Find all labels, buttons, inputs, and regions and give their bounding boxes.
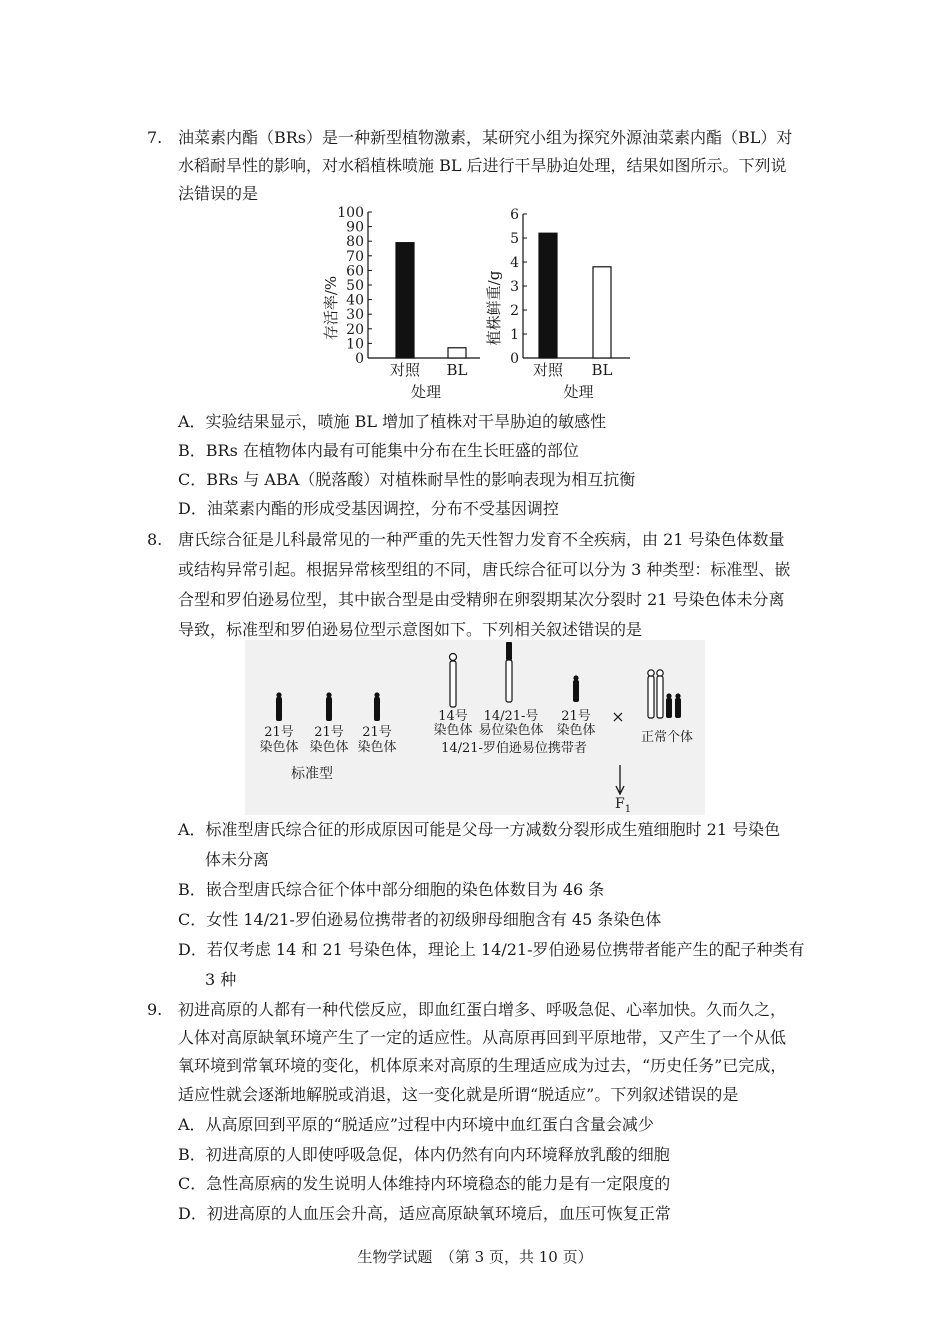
- q7-option-b: B．BRs 在植物体内最有可能集中分布在生长旺盛的部位: [178, 441, 579, 460]
- y-axis-label: 植株鲜重/g: [485, 270, 503, 346]
- chromosome-label-line1: 21号: [264, 725, 294, 740]
- fresh-weight-chart: [475, 200, 650, 405]
- q9-stem-line: 人体对高原缺氧环境产生了一定的适应性。从高原再回到平原地带，又产生了一个从低: [178, 1028, 787, 1047]
- x-category-label: 对照: [532, 361, 564, 379]
- y-tick-label: 30: [346, 307, 364, 324]
- q8-stem-line: 或结构异常引起。根据异常核型组的不同，唐氏综合征可以分为 3 种类型：标准型、嵌: [178, 560, 791, 579]
- q9-option-c: C．急性高原病的发生说明人体维持内环境稳态的能力是有一定限度的: [178, 1174, 671, 1193]
- q9-stem-line: 氧环境到常氧环境的变化，机体原来对高原的生理适应成为过去，“历史任务”已完成，: [178, 1056, 787, 1075]
- y-tick-label: 80: [346, 234, 364, 251]
- q9-option-d: D．初进高原的人血压会升高，适应高原缺氧环境后，血压可恢复正常: [178, 1204, 671, 1223]
- q9-number: 9.: [147, 1000, 163, 1019]
- y-tick-label: 5: [510, 231, 519, 247]
- y-tick-label: 50: [346, 278, 364, 294]
- q7-number: 7.: [147, 128, 163, 147]
- bar-bl: [593, 267, 611, 358]
- chromosome-label-line1: 21号: [314, 725, 344, 740]
- page-footer: 生物学试题 （第 3 页，共 10 页）: [357, 1248, 593, 1266]
- chromosome-21: [573, 675, 579, 702]
- y-tick-label: 1: [510, 327, 519, 343]
- q9-stem-line: 适应性就会逐渐地解脱或消退，这一变化就是所谓“脱适应”。下列叙述错误的是: [178, 1085, 739, 1104]
- chromosome-label-line2: 染色体: [357, 740, 397, 755]
- x-axis-label: 处理: [410, 383, 442, 401]
- q9-option-b: B．初进高原的人即使呼吸急促，体内仍然有向内环境释放乳酸的细胞: [178, 1145, 670, 1164]
- q7-stem-line: 水稻耐旱性的影响，对水稻植株喷施 BL 后进行干旱胁迫处理，结果如图所示。下列说: [178, 156, 787, 175]
- q7-stem-line: 法错误的是: [178, 184, 259, 203]
- q7-option-d: D．油菜素内酯的形成受基因调控，分布不受基因调控: [178, 499, 559, 518]
- q9-option-a: A．从高原回到平原的“脱适应”过程中内环境中血红蛋白含量会减少: [178, 1115, 654, 1134]
- chromosome-label-line1: 21号: [362, 725, 392, 740]
- y-tick-label: 0: [510, 351, 519, 367]
- normal-individual-label: 正常个体: [640, 730, 694, 745]
- chromosome-label-line1: 21号: [561, 709, 591, 724]
- q8-option-d-cont: 3 种: [205, 970, 237, 989]
- x-category-label: BL: [591, 361, 613, 379]
- chromosome-14: [450, 654, 457, 708]
- f1-label: $F_1$: [615, 796, 632, 815]
- y-tick-label: 90: [346, 219, 364, 236]
- standard-type-label: 标准型: [291, 766, 333, 782]
- y-tick-label: 70: [346, 248, 364, 265]
- translocation-label-line2: 易位染色体: [478, 723, 544, 738]
- q8-option-d: D．若仅考虑 14 和 21 号染色体，理论上 14/21-罗伯逊易位携带者能产生的配子种类有: [178, 940, 805, 959]
- y-tick-label: 10: [346, 336, 364, 353]
- q8-option-a: A．标准型唐氏综合征的形成原因可能是父母一方减数分裂形成生殖细胞时 21 号染色: [178, 820, 781, 839]
- y-tick-label: 6: [510, 207, 519, 223]
- y-tick-label: 60: [346, 263, 364, 280]
- y-tick-label: 20: [346, 321, 364, 338]
- bar-bl: [448, 348, 466, 358]
- q7-stem-line: 油菜素内酯（BRs）是一种新型植物激素，某研究小组为探究外源油菜素内酯（BL）对: [178, 128, 793, 147]
- y-tick-label: 40: [346, 292, 364, 309]
- bar-control: [396, 243, 414, 358]
- cross-symbol: ×: [611, 707, 625, 726]
- carrier-label: 14/21-罗伯逊易位携带者: [441, 741, 587, 756]
- q8-option-c: C．女性 14/21-罗伯逊易位携带者的初级卵母细胞含有 45 条染色体: [178, 910, 662, 929]
- q8-option-b: B．嵌合型唐氏综合征个体中部分细胞的染色体数目为 46 条: [178, 880, 605, 899]
- y-tick-label: 4: [510, 255, 519, 271]
- translocation-chromosome: [506, 642, 512, 702]
- y-tick-label: 100: [337, 205, 364, 221]
- q8-stem-line: 导致，标准型和罗伯逊易位型示意图如下。下列相关叙述错误的是: [178, 620, 643, 639]
- chromosome-label-line2: 染色体: [309, 740, 349, 755]
- q8-number: 8.: [147, 530, 163, 549]
- x-axis-label: 处理: [563, 383, 594, 401]
- chromosome-14-label-line1: 14号: [438, 709, 468, 724]
- q8-stem-line: 唐氏综合征是儿科最常见的一种严重的先天性智力发育不全疾病，由 21 号染色体数量: [178, 530, 785, 549]
- y-axis-label: 存活率/%: [322, 275, 340, 341]
- karyotype-figure: [245, 640, 705, 815]
- q7-option-c: C．BRs 与 ABA（脱落酸）对植株耐旱性的影响表现为相互抗衡: [178, 470, 636, 489]
- chromosome-14-label-line2: 染色体: [433, 723, 473, 738]
- y-tick-label: 0: [355, 351, 364, 367]
- x-category-label: BL: [446, 361, 468, 379]
- y-tick-label: 2: [510, 303, 519, 319]
- translocation-label-line1: 14/21-号: [483, 709, 539, 724]
- bar-control: [539, 233, 557, 358]
- q9-stem-line: 初进高原的人都有一种代偿反应，即血红蛋白增多、呼吸急促、心率加快。久而久之，: [178, 1000, 787, 1019]
- chromosome-label-line2: 染色体: [556, 723, 596, 738]
- y-tick-label: 3: [510, 279, 519, 295]
- x-category-label: 对照: [389, 361, 421, 379]
- q7-option-a: A．实验结果显示，喷施 BL 增加了植株对干旱胁迫的敏感性: [178, 412, 607, 431]
- survival-rate-chart: [310, 200, 490, 405]
- chromosome-label-line2: 染色体: [259, 740, 299, 755]
- q8-stem-line: 合型和罗伯逊易位型，其中嵌合型是由受精卵在卵裂期某次分裂时 21 号染色体未分离: [178, 590, 785, 609]
- q8-option-a-cont: 体未分离: [205, 850, 270, 869]
